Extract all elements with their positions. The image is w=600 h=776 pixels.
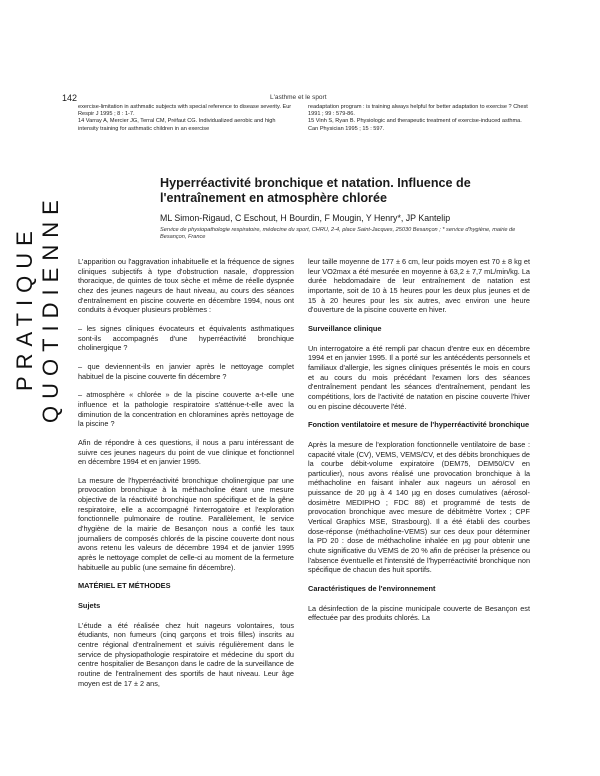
- article-authors: ML Simon-Rigaud, C Eschout, H Bourdin, F Mougin, Y Henry*, JP Kantelip: [160, 213, 451, 223]
- reference-entry: 15 Vinh S, Ryan B. Physiologic and therapeutic treatment of exercise-induced asthma. Can Physician 1995 ; 15 : 597.: [308, 118, 522, 132]
- reference-entry: readaptation program : is training always helpful for better adaptation to exercise ? Chest 1991 ; 99 : 579-86.: [308, 104, 528, 118]
- body-paragraph: Un interrogatoire a été rempli par chacun d'entre eux en décembre 1994 et en janvier 1995. Il a porté sur les antécédents personnels et familiaux d'allergie, les signes cliniques présentés le mois en cours et au cours du mois précédant l'examen lors des séances d'entraînement pendant les séances d'entraînement, pendant les compétitions, lors de l'activité de natation en piscine couverte l'hiver ou en piscine découverte l'été.: [308, 343, 530, 411]
- reference-entry: 14 Varray A, Mercier JG, Terral CM, Préfaut CG. Individualized aerobic and high intensity training for asthmatic children in an exercise: [78, 118, 276, 132]
- body-paragraph: L'étude a été réalisée chez huit nageurs volontaires, tous étudiants, non fumeurs (cinq garçons et trois filles) inscrits au centre régional d'entraînement et suivis régulièrement dans le service de physiopathologie respiratoire et médecine du sport du centre hospitalier de Besançon dans le cadre de la surveillance de routine de l'entraînement des sportifs de haut niveau. Leur âge moyen est de 17 ± 2 ans,: [78, 620, 294, 688]
- body-column-left: [78, 257, 294, 697]
- section-vertical-label: PRATIQUE QUOTIDIENNE: [12, 193, 63, 423]
- body-paragraph: La désinfection de la piscine municipale couverte de Besançon est effectuée par des produits chlorés. La: [308, 603, 530, 623]
- page-number: 142: [62, 93, 78, 103]
- article-title: Hyperréactivité bronchique et natation. Influence de l'entraînement en atmosphère chlorée: [160, 176, 471, 205]
- body-column-right: [308, 257, 530, 632]
- body-paragraph: – les signes cliniques évocateurs et équivalents asthmatiques sont-ils accompagnés d'une hyperréactivité bronchique cholinergique ?: [78, 323, 294, 353]
- section-heading: Caractéristiques de l'environnement: [308, 584, 436, 594]
- section-heading: MATÉRIEL ET MÉTHODES: [78, 581, 171, 591]
- body-paragraph: Afin de répondre à ces questions, il nous a paru intéressant de suivre ces jeunes nageurs du point de vue clinique et fonctionnel en décembre 1994 et en janvier 1995.: [78, 437, 294, 467]
- body-paragraph: – atmosphère « chlorée » de la piscine couverte a-t-elle une influence et la pathologie respiratoire s'atténue-t-elle avec la diminution de la concentration en chloramines après nettoyage de la piscine ?: [78, 390, 294, 429]
- article-affiliation: Service de physiopathologie respiratoire, médecine du sport, CHRU, 2-4, place Saint-Jacques, 25030 Besançon ; * service d'hygiène, mairie de Besançon, France: [160, 227, 516, 240]
- body-paragraph: L'apparition ou l'aggravation inhabituelle et la fréquence de signes cliniques subjectifs à type d'obstruction nasale, d'oppression thoracique, de quintes de toux sèche et même de réelle dyspnée chez des jeunes nageurs de haut niveau, au cours des séances d'entraînement en piscine couverte en décembre 1994, nous ont conduits à évoquer plusieurs problèmes :: [78, 257, 294, 315]
- body-paragraph: La mesure de l'hyperréactivité bronchique cholinergique par une provocation bronchique à la méthacholine étant une mesure objective de la réactivité bronchique non spécifique et de la gêne respiratoire, elle a accompagné l'interrogatoire et l'exploration fonctionnelle pulmonaire de routine. Parallèlement, le service d'hygiène de la mairie de Besançon nous a confié les taux journaliers de composés chlorés de la piscine couverte dont nous avons retenu les valeurs de décembre 1994 et de janvier 1995 après le nettoyage complet de celle-ci au moment de la fermeture habituelle au public (une semaine fin décembre).: [78, 475, 294, 572]
- section-heading: Fonction ventilatoire et mesure de l'hyperréactivité bronchique: [308, 420, 530, 430]
- references-left: [78, 104, 294, 133]
- references-right: [308, 104, 530, 133]
- running-head: L'asthme et le sport: [270, 94, 327, 101]
- body-paragraph: – que deviennent-ils en janvier après le nettoyage complet habituel de la piscine couverte fin décembre ?: [78, 361, 294, 381]
- body-paragraph: leur taille moyenne de 177 ± 6 cm, leur poids moyen est 70 ± 8 kg et leur VO2max a été mesurée en moyenne à 63,2 ± 7,7 mL/min/kg. La durée hebdomadaire de leur entraînement de natation est importante, soit de 10 à 15 heures pour les deux plus jeunes et de 15 à 20 heures pour les six autres, avec environ une heure d'ouverture de la piscine couverte en hiver.: [308, 257, 530, 315]
- section-heading: Sujets: [78, 601, 101, 611]
- reference-entry: exercise-limitation in asthmatic subjects with special reference to disease severity. Eur Respir J 1995 ; 8 : 1-7.: [78, 104, 292, 118]
- section-heading: Surveillance clinique: [308, 323, 382, 333]
- body-paragraph: Après la mesure de l'exploration fonctionnelle ventilatoire de base : capacité vitale (CV), VEMS, VEMS/CV, et des débits bronchiques de la courbe débit-volume expiratoire (DEM75, DEM50/CV en particulier), nous avons réalisé une provocation bronchique à la méthacholine en faisant inhaler aux nageurs un aérosol en puissance de 20 µg à 4 140 µg en doses cumulatives (aérosol-dosimètre MEDIPHO ; FDC 88) et programmé de tests de provocation bronchique avec mesure de débitmètre Vortex ; CPF Vertical Graphics MSE, Strasbourg). Il a été établi des courbes dose-réponse (méthacholine-VEMS) sur ces deux pour déterminer la PD 20 : dose de méthacholine inhalée en µg pour obtenir une chute significative du VEMS de 20 % afin de préciser la présence ou l'absence éventuelle et l'intensité de l'hyperréactivité bronchique non spécifique de chacun des huit sportifs.: [308, 439, 530, 575]
